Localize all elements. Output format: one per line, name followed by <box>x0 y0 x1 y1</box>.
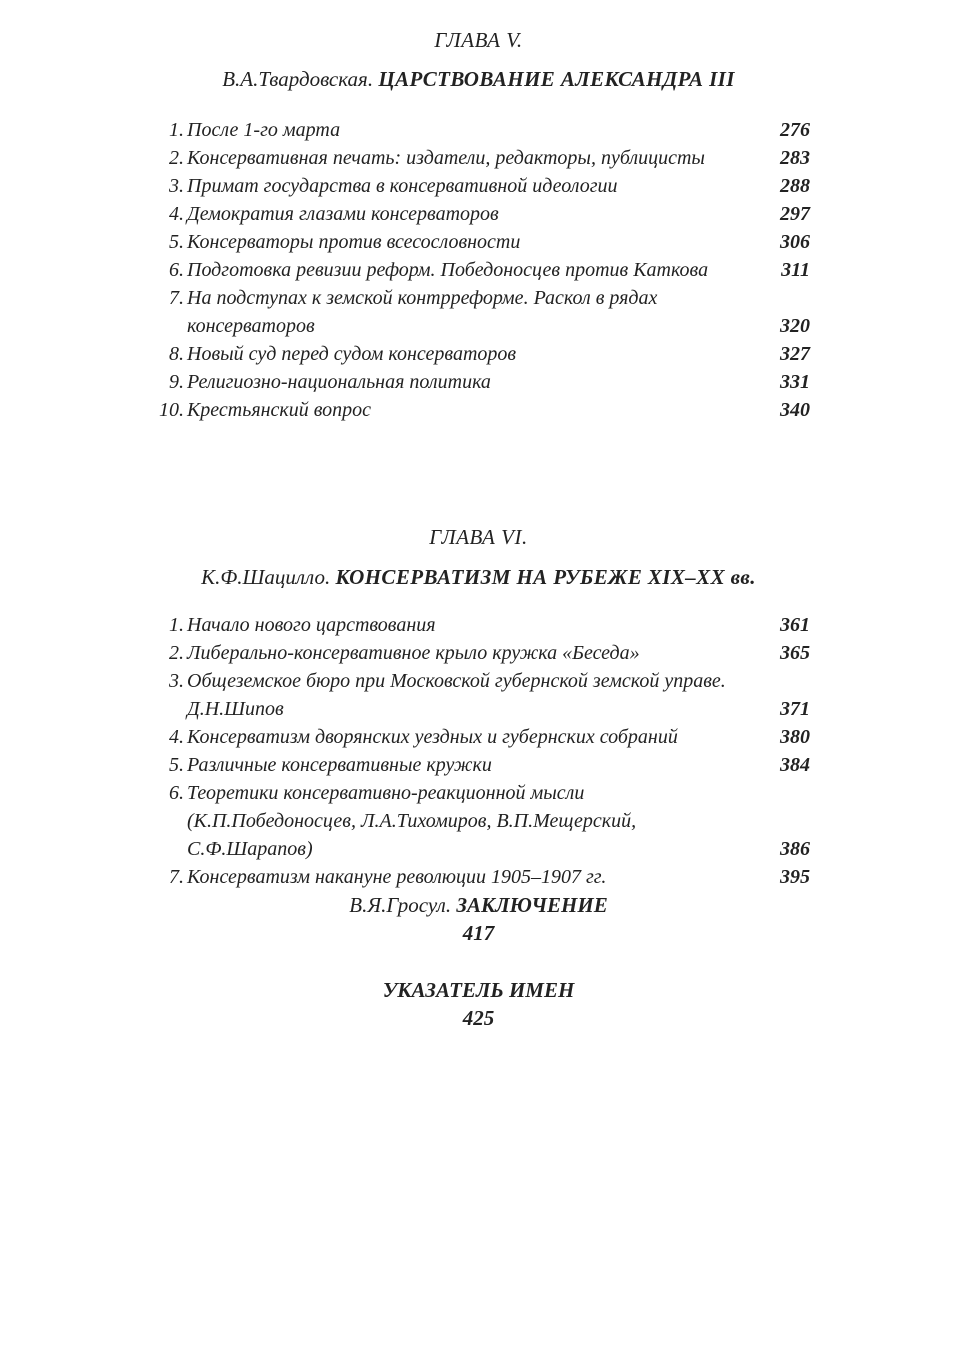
entry-page: 276 <box>780 119 810 141</box>
chapter6-toc <box>150 611 810 891</box>
entry-title: После 1-го марта <box>187 119 341 141</box>
entry-number: 8. <box>169 343 184 365</box>
entry-number: 2. <box>169 642 184 664</box>
toc-entry <box>150 723 810 751</box>
entry-number: 4. <box>169 203 184 225</box>
toc-entry <box>150 172 810 200</box>
entry-number: 6. <box>169 782 184 804</box>
entry-title: Различные консервативные кружки <box>187 754 492 776</box>
conclusion-author: В.Я.Гросул. <box>349 893 452 917</box>
entry-page: 380 <box>780 726 810 748</box>
entry-page: 340 <box>780 399 810 421</box>
entry-page: 297 <box>780 203 810 225</box>
entry-number: 6. <box>169 259 184 281</box>
entry-title: Консерваторы против всесословности <box>187 231 521 253</box>
chapter5-author: В.А.Твардовская. <box>222 67 374 91</box>
entry-page: 361 <box>780 614 810 636</box>
entry-page: 306 <box>780 231 810 253</box>
toc-entry <box>150 144 810 172</box>
toc-entry <box>150 396 810 424</box>
entry-number: 9. <box>169 371 184 393</box>
entry-page: 327 <box>780 343 810 365</box>
entry-title: Подготовка ревизии реформ. Победоносцев против Каткова <box>187 259 709 281</box>
entry-page: 384 <box>780 754 810 776</box>
entry-number: 5. <box>169 231 184 253</box>
toc-entry <box>150 200 810 228</box>
entry-page: 320 <box>780 315 810 337</box>
chapter5-toc <box>150 116 810 424</box>
entry-title: Религиозно-национальная политика <box>187 371 491 393</box>
entry-page: 311 <box>781 259 810 281</box>
entry-page: 365 <box>780 642 810 664</box>
entry-title: Примат государства в консервативной идеологии <box>187 175 618 197</box>
chapter6-title: КОНСЕРВАТИЗМ НА РУБЕЖЕ XIX–XX вв. <box>335 565 756 589</box>
entry-number: 5. <box>169 754 184 776</box>
entry-number: 3. <box>169 175 184 197</box>
toc-entry <box>150 116 810 144</box>
conclusion-page: 417 <box>462 921 495 945</box>
toc-entry <box>150 639 810 667</box>
entry-title: Крестьянский вопрос <box>187 399 372 421</box>
toc-entry <box>150 368 810 396</box>
entry-title: Новый суд перед судом консерваторов <box>187 343 517 365</box>
conclusion-heading <box>0 893 957 918</box>
entry-number: 3. <box>169 670 184 692</box>
index-page: 425 <box>462 1006 495 1030</box>
entry-title: Консервативная печать: издатели, редакторы, публицисты <box>187 147 705 169</box>
index-title: УКАЗАТЕЛЬ ИМЕН <box>382 978 575 1002</box>
entry-number: 10. <box>159 399 184 421</box>
entry-page: 283 <box>780 147 810 169</box>
toc-entry <box>150 667 810 723</box>
entry-page: 395 <box>780 866 810 888</box>
toc-entry <box>150 284 810 340</box>
entry-number: 2. <box>169 147 184 169</box>
entry-number: 7. <box>169 866 184 888</box>
entry-number: 1. <box>169 614 184 636</box>
chapter6-heading <box>0 565 957 590</box>
toc-entry <box>150 228 810 256</box>
entry-title: Либерально-консервативное крыло кружка «Беседа» <box>187 642 640 664</box>
entry-number: 4. <box>169 726 184 748</box>
entry-title: Консерватизм дворянских уездных и губернских собраний <box>187 726 678 748</box>
toc-entry <box>150 751 810 779</box>
entry-number: 1. <box>169 119 184 141</box>
entry-title: Начало нового царствования <box>187 614 436 636</box>
entry-title: Общеземское бюро при Московской губернской земской управе. Д.Н.Шипов <box>187 670 726 720</box>
toc-entry <box>150 863 810 891</box>
chapter5-title: ЦАРСТВОВАНИЕ АЛЕКСАНДРА III <box>378 67 735 91</box>
toc-entry <box>150 340 810 368</box>
toc-entry <box>150 256 810 284</box>
entry-title: Теоретики консервативно-реакционной мысли (К.П.Победоносцев, Л.А.Тихомиров, В.П.Мещерский, С.Ф.Шарапов) <box>187 782 637 860</box>
toc-entry <box>150 611 810 639</box>
entry-number: 7. <box>169 287 184 309</box>
conclusion-title: ЗАКЛЮЧЕНИЕ <box>456 893 608 917</box>
entry-page: 288 <box>780 175 810 197</box>
entry-page: 371 <box>780 698 810 720</box>
entry-title: На подступах к земской контрреформе. Раскол в рядах консерваторов <box>187 287 658 337</box>
entry-page: 331 <box>780 371 810 393</box>
entry-page: 386 <box>780 838 810 860</box>
chapter5-heading <box>0 67 957 92</box>
chapter6-author: К.Ф.Шацилло. <box>201 565 331 589</box>
entry-title: Консерватизм накануне революции 1905–1907 гг. <box>187 866 607 888</box>
chapter6-label: ГЛАВА VI. <box>429 525 528 549</box>
toc-entry <box>150 779 810 863</box>
chapter5-label: ГЛАВА V. <box>434 28 523 52</box>
entry-title: Демократия глазами консерваторов <box>187 203 499 225</box>
